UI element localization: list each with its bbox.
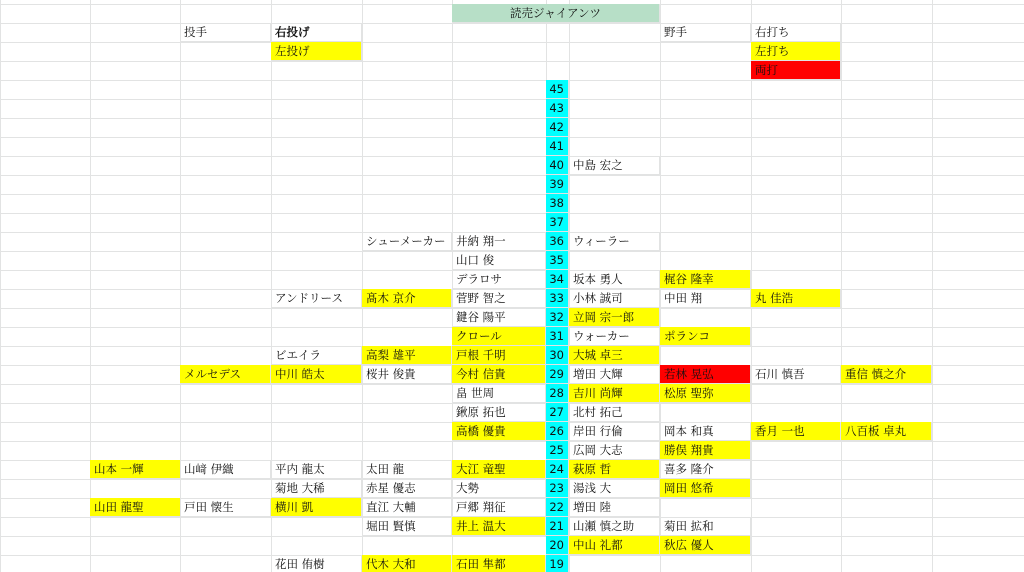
player-cell[interactable]: 増田 大輝 [569,365,660,384]
player-cell[interactable]: 井納 翔一 [452,232,546,251]
player-cell[interactable]: 吉川 尚輝 [569,384,660,403]
player-cell[interactable]: 菅野 智之 [452,289,546,308]
fielder-header-cell[interactable]: 野手 [660,23,751,42]
player-cell[interactable]: 大勢 [452,479,546,498]
player-cell[interactable]: 戸根 千明 [452,346,546,365]
jersey-number-cell[interactable]: 42 [546,118,569,137]
player-cell[interactable]: 坂本 勇人 [569,270,660,289]
player-cell[interactable]: 横川 凱 [271,498,362,517]
player-cell[interactable]: 若林 晃弘 [660,365,751,384]
jersey-number-cell[interactable]: 23 [546,479,569,498]
jersey-number-cell[interactable]: 40 [546,156,569,175]
player-cell[interactable]: 桜井 俊貴 [362,365,452,384]
player-cell[interactable]: 中島 宏之 [569,156,660,175]
player-cell[interactable]: 中田 翔 [660,289,751,308]
player-cell[interactable]: 岡本 和真 [660,422,751,441]
player-cell[interactable]: 今村 信貴 [452,365,546,384]
player-cell[interactable]: ウォーカー [569,327,660,346]
jersey-number-cell[interactable]: 45 [546,80,569,99]
player-cell[interactable]: 髙木 京介 [362,289,452,308]
player-cell[interactable]: 小林 誠司 [569,289,660,308]
player-cell[interactable]: 丸 佳浩 [751,289,841,308]
player-cell[interactable]: 増田 陸 [569,498,660,517]
player-cell[interactable]: 秋広 優人 [660,536,751,555]
player-cell[interactable]: 石川 慎吾 [751,365,841,384]
jersey-number-cell[interactable]: 39 [546,175,569,194]
player-cell[interactable]: 鍬原 拓也 [452,403,546,422]
player-cell[interactable]: 萩原 哲 [569,460,660,479]
jersey-number-cell[interactable]: 27 [546,403,569,422]
jersey-number-cell[interactable]: 41 [546,137,569,156]
player-cell[interactable]: 太田 龍 [362,460,452,479]
player-cell[interactable]: 菊田 拡和 [660,517,751,536]
player-cell[interactable]: 北村 拓己 [569,403,660,422]
left-throw-legend-cell[interactable]: 左投げ [271,42,362,61]
player-cell[interactable]: 平内 龍太 [271,460,362,479]
jersey-number-cell[interactable]: 29 [546,365,569,384]
player-cell[interactable]: ウィーラー [569,232,660,251]
player-cell[interactable]: 湯浅 大 [569,479,660,498]
player-cell[interactable]: 鍵谷 陽平 [452,308,546,327]
player-cell[interactable]: 松原 聖弥 [660,384,751,403]
jersey-number-cell[interactable]: 32 [546,308,569,327]
jersey-number-cell[interactable]: 22 [546,498,569,517]
player-cell[interactable]: シューメーカー [362,232,452,251]
jersey-number-cell[interactable]: 38 [546,194,569,213]
left-bat-legend-cell[interactable]: 左打ち [751,42,841,61]
player-cell[interactable]: 山瀬 慎之助 [569,517,660,536]
player-cell[interactable]: 戸郷 翔征 [452,498,546,517]
jersey-number-cell[interactable]: 35 [546,251,569,270]
player-cell[interactable]: ポランコ [660,327,751,346]
right-throw-header-cell[interactable]: 右投げ [271,23,362,42]
player-cell[interactable]: 戸田 懐生 [180,498,271,517]
jersey-number-cell[interactable]: 19 [546,555,569,572]
player-cell[interactable]: 勝俣 翔貴 [660,441,751,460]
switch-bat-legend-cell[interactable]: 両打 [751,61,841,80]
player-cell[interactable]: 赤星 優志 [362,479,452,498]
jersey-number-cell[interactable]: 25 [546,441,569,460]
player-cell[interactable]: 立岡 宗一郎 [569,308,660,327]
jersey-number-cell[interactable]: 37 [546,213,569,232]
player-cell[interactable]: 中川 皓太 [271,365,362,384]
player-cell[interactable]: 代木 大和 [362,555,452,572]
player-cell[interactable]: 重信 慎之介 [841,365,932,384]
player-cell[interactable]: アンドリース [271,289,362,308]
player-cell[interactable]: 堀田 賢慎 [362,517,452,536]
player-cell[interactable]: クロール [452,327,546,346]
player-cell[interactable]: 岸田 行倫 [569,422,660,441]
player-cell[interactable]: 高梨 雄平 [362,346,452,365]
jersey-number-cell[interactable]: 28 [546,384,569,403]
player-cell[interactable]: 山口 俊 [452,251,546,270]
player-cell[interactable]: 中山 礼都 [569,536,660,555]
player-cell[interactable]: ビエイラ [271,346,362,365]
player-cell[interactable]: 岡田 悠希 [660,479,751,498]
jersey-number-cell[interactable]: 21 [546,517,569,536]
player-cell[interactable]: 八百板 卓丸 [841,422,932,441]
jersey-number-cell[interactable]: 31 [546,327,569,346]
player-cell[interactable]: 山﨑 伊織 [180,460,271,479]
player-cell[interactable]: 直江 大輔 [362,498,452,517]
player-cell[interactable]: 大江 竜聖 [452,460,546,479]
player-cell[interactable]: 井上 温大 [452,517,546,536]
jersey-number-cell[interactable]: 33 [546,289,569,308]
player-cell[interactable]: 菊地 大稀 [271,479,362,498]
team-title-cell[interactable]: 読売ジャイアンツ [452,4,660,23]
player-cell[interactable]: 高橋 優貴 [452,422,546,441]
right-bat-header-cell[interactable]: 右打ち [751,23,841,42]
jersey-number-cell[interactable]: 30 [546,346,569,365]
jersey-number-cell[interactable]: 43 [546,99,569,118]
player-cell[interactable]: メルセデス [180,365,271,384]
player-cell[interactable]: 喜多 隆介 [660,460,751,479]
pitcher-header-cell[interactable]: 投手 [180,23,271,42]
jersey-number-cell[interactable]: 20 [546,536,569,555]
jersey-number-cell[interactable]: 36 [546,232,569,251]
player-cell[interactable]: 山本 一輝 [90,460,181,479]
jersey-number-cell[interactable]: 24 [546,460,569,479]
player-cell[interactable]: 広岡 大志 [569,441,660,460]
player-cell[interactable]: 梶谷 隆幸 [660,270,751,289]
player-cell[interactable]: 大城 卓三 [569,346,660,365]
player-cell[interactable]: デラロサ [452,270,546,289]
jersey-number-cell[interactable]: 34 [546,270,569,289]
player-cell[interactable]: 花田 侑樹 [271,555,362,572]
player-cell[interactable]: 石田 隼都 [452,555,546,572]
player-cell[interactable]: 香月 一也 [751,422,841,441]
jersey-number-cell[interactable]: 26 [546,422,569,441]
player-cell[interactable]: 畠 世周 [452,384,546,403]
player-cell[interactable]: 山田 龍聖 [90,498,181,517]
